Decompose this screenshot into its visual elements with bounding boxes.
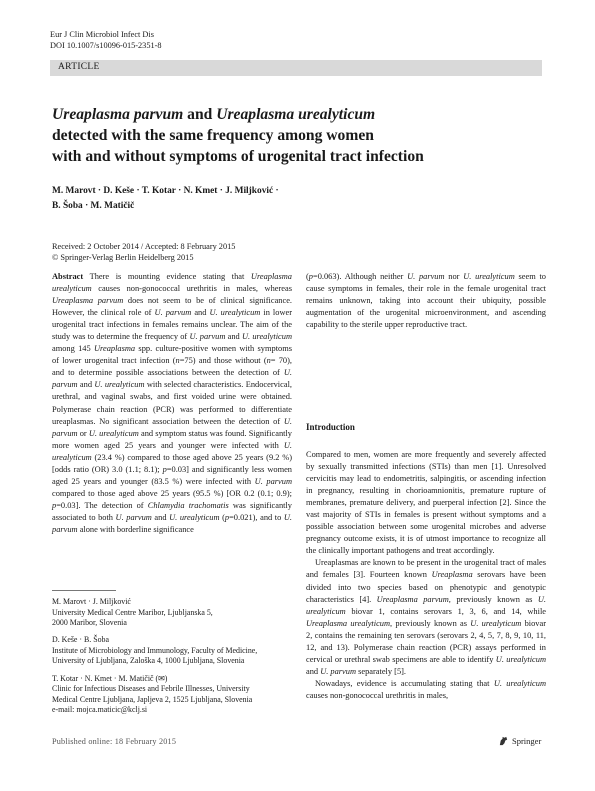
affiliation-names: M. Marovt · J. Miljković [52, 597, 131, 606]
affiliation: M. Marovt · J. Miljković University Medical Centre Maribor, Ljubljanska 5, 2000 Maribor, Slovenia [52, 597, 213, 628]
affiliation-names: D. Keše · B. Šoba [52, 635, 109, 645]
affiliation: T. Kotar · N. Kmet · M. Matičič (✉) Clinic for Infectious Diseases and Febrile Illnesses, University Medical Centre Ljubljana, Japljeva 2, 1525 Ljubljana, Slovenia e-mail: mojca.maticic@kclj.si [52, 673, 253, 715]
paper-title [52, 104, 552, 167]
intro-paragraph-1: Compared to men, women are more frequently and severely affected by sexually transmitted infections (STIs) than men [1]. Unresolved cervicitis may lead to endometritis, salpingitis, or ascending infection in pregnancy, resulting in chorioamnionitis, premature rupture of membranes, premature delivery, and puerperal infection [2]. Since the vast majority of STIs in females is present without symptoms and a possible association between some urogenital microbes and adverse pregnancy outcome exists, it is of utmost importance to recognize all the clinically important pathogens and treat accordingly. [306, 450, 546, 556]
affiliation-names: T. Kotar · N. Kmet · M. Matičič (✉) [52, 673, 168, 683]
springer-horse-icon [498, 735, 509, 746]
received-dates: Received: 2 October 2014 / Accepted: 8 February 2015 [52, 242, 236, 251]
introduction-body [306, 449, 546, 702]
abstract-label: Abstract [52, 272, 84, 281]
title-line-2: detected with the same frequency among women [52, 127, 374, 144]
intro-paragraph-3: Nowadays, evidence is accumulating stating that U. urealyticum causes non-gonococcal urethritis in males, [306, 678, 546, 700]
doi: DOI 10.1007/s10096-015-2351-8 [50, 41, 162, 50]
author-list [52, 184, 372, 213]
authors-line-1: M. Marovt · D. Keše · T. Kotar · N. Kmet · J. Miljković · [52, 186, 279, 196]
intro-paragraph-2: Ureaplasmas are known to be present in the urogenital tract of males and females [3]. Fourteen known Ureaplasma serovars have been divided into two species based on phenotypic and genotypic characteristics [4]. Ureaplasma parvum, previously known as U. urealyticum biovar 1, contains serovars 1, 3, 6, and 14, while Ureaplasma urealyticum, previously known as U. urealyticum biovar 2, contains the remaining ten serovars (serovars 2, 4, 5, 7, 8, 9, 10, 11, 12, and 13). Polymerase chain reaction (PCR) assays performed in cervical or urethral swab specimens are able to identify U. urealyticum and U. parvum separately [5]. [306, 558, 547, 676]
section-label: ARTICLE [58, 62, 100, 72]
abstract-continued: (p=0.063). Although neither U. parvum nor U. urealyticum seem to cause symptoms in females, their role in the female urogenital tract remains unknown, taking into account their ubiquity, possible augmentation of the urogenital microenvironment, and ascending capability to the sterile upper reproductive tract. [306, 272, 546, 330]
publisher-name: Springer [512, 735, 542, 746]
published-online: Published online: 18 February 2015 [52, 737, 177, 746]
section-bar [50, 60, 542, 76]
affiliation-divider [52, 590, 116, 591]
title-line-3: with and without symptoms of urogenital tract infection [52, 148, 424, 165]
copyright-line: © Springer-Verlag Berlin Heidelberg 2015 [52, 253, 194, 262]
abstract: Abstract There is mounting evidence stating that Ureaplasma urealyticum causes non-gonococcal urethritis in males, whereas Ureaplasma parvum does not seem to be of clinical significance. However, the clinical role of U. parvum and U. urealyticum in lower urogenital tract infections in females remains unclear. The aim of the study was to determine the frequency of U. parvum and U. urealyticum among 145 Ureaplasma spp. culture-positive women with symptoms of lower urogenital tract infection (n=75) and those without (n= 70), and to determine possible associations between the detection of U. parvum and U. urealyticum with selected characteristics. Endocervical, urethral, and vaginal swabs, and first voided urine were obtained. Polymerase chain reaction (PCR) was performed to differentiate ureaplasmas. No significant association between the detection of U. parvum or U. urealyticum and symptom status was found. Significantly more women aged 25 years and younger were infected with U. urealyticum (23.4 %) compared to those aged above 25 years (9.2 %) [odds ratio (OR) 3.0 (1.1; 8.1); p=0.03] and significantly less women aged 25 years and younger (83.5 %) were infected with U. parvum compared to those aged above 25 years (95.5 %) [OR 0.2 (0.1; 0.9); p=0.03]. The detection of Chlamydia trachomatis was significantly associated to both U. parvum and U. urealyticum (p=0.021), and to U. parvum alone with borderline significance [52, 272, 293, 534]
affiliations [52, 597, 292, 722]
publisher-logo [498, 735, 541, 746]
section-heading-introduction: Introduction [306, 422, 355, 432]
corresponding-email[interactable]: e-mail: mojca.maticic@kclj.si [52, 705, 148, 715]
journal-name: Eur J Clin Microbiol Infect Dis [50, 30, 154, 39]
title-and: and [183, 106, 217, 123]
title-species-1: Ureaplasma parvum [52, 106, 184, 123]
authors-line-2: B. Šoba · M. Matičič [52, 200, 135, 211]
title-species-2: Ureaplasma urealyticum [216, 106, 376, 123]
affiliation: D. Keše · B. Šoba Institute of Microbiology and Immunology, Faculty of Medicine, University of Ljubljana, Zaloška 4, 1000 Ljubljana, Slovenia [52, 635, 258, 666]
